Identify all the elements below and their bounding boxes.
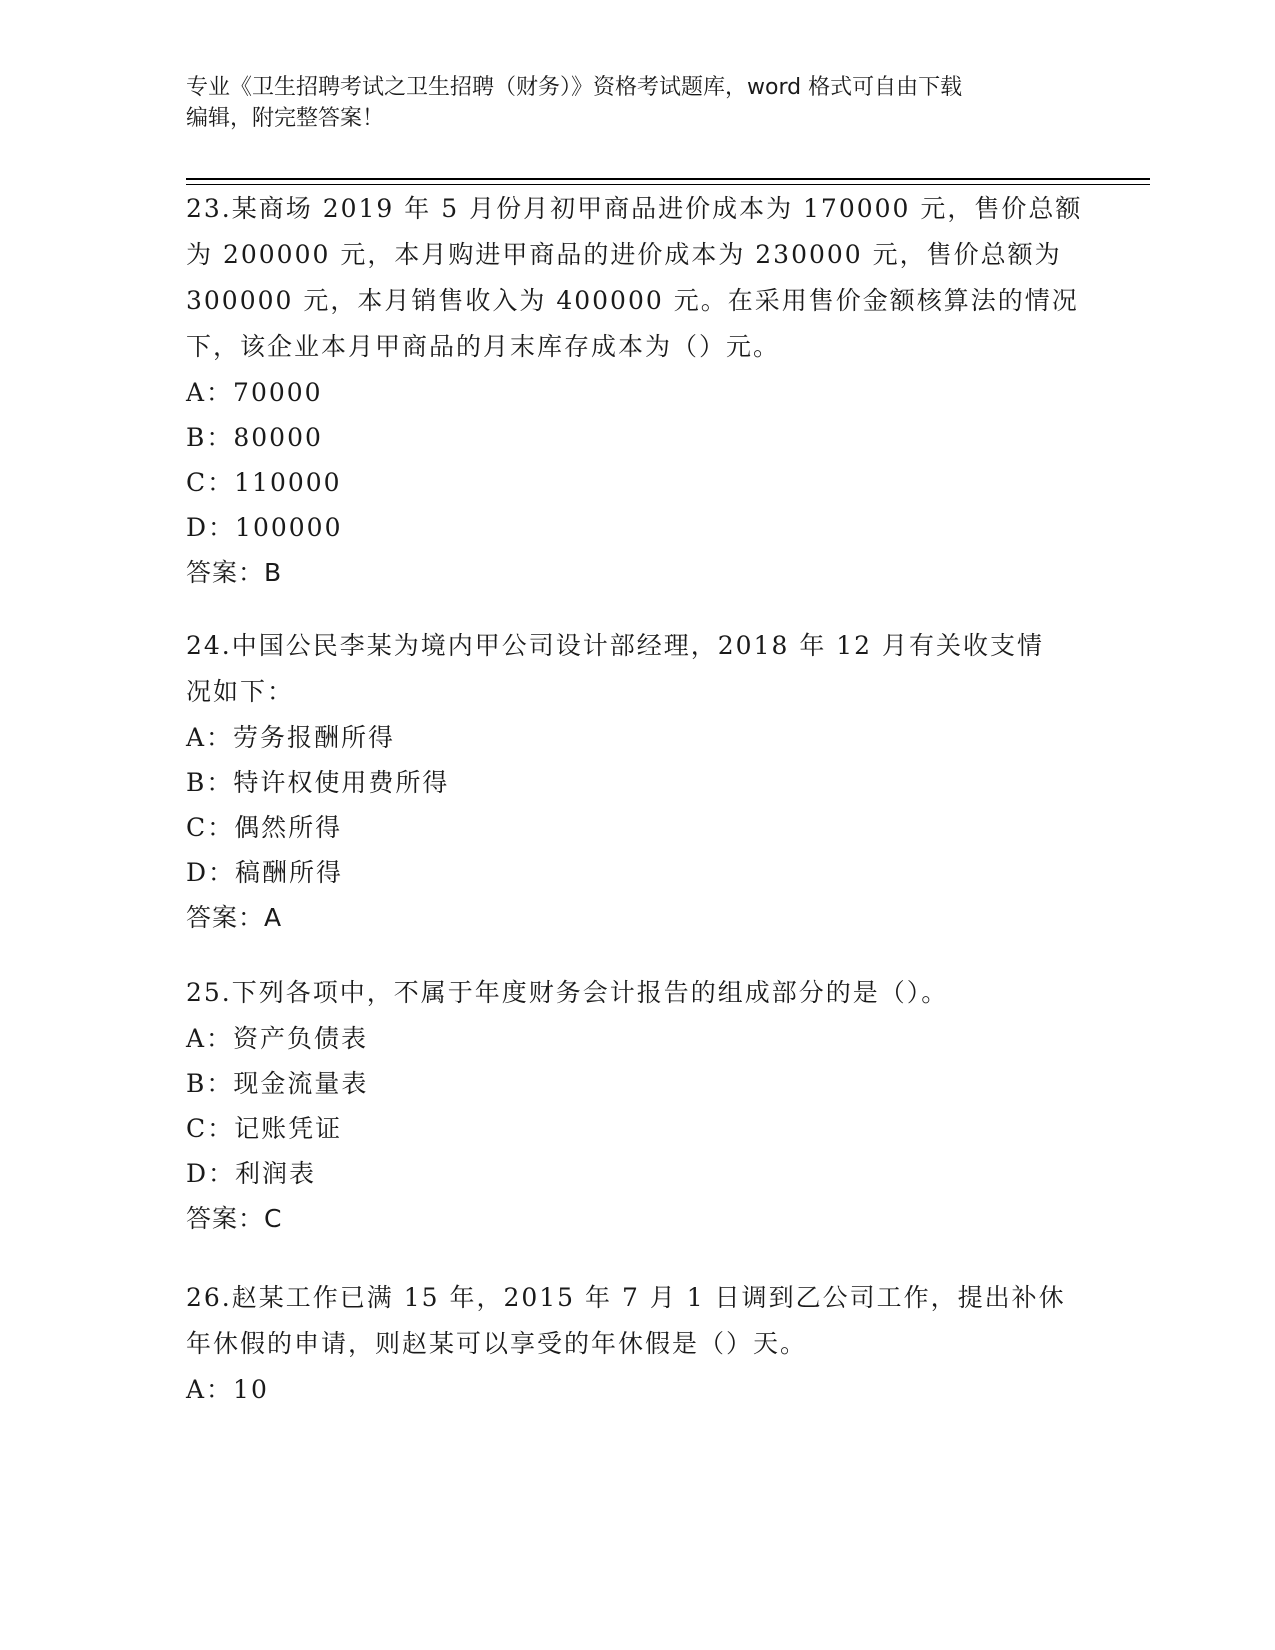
option-c: C：偶然所得 bbox=[186, 813, 343, 842]
document-header bbox=[186, 72, 1086, 134]
option-b: B：80000 bbox=[186, 423, 323, 452]
question-stem-line: 300000 元，本月销售收入为 400000 元。在采用售价金额核算法的情况 bbox=[186, 286, 1079, 315]
question-stem-line: 下，该企业本月甲商品的月末库存成本为（）元。 bbox=[186, 332, 781, 361]
question-25 bbox=[186, 970, 1086, 1242]
option-b: B：现金流量表 bbox=[186, 1069, 369, 1098]
option-c: C：110000 bbox=[186, 468, 342, 497]
option-d: D：稿酬所得 bbox=[186, 858, 344, 887]
option-a: A：70000 bbox=[186, 378, 323, 407]
question-stem-line: 23.某商场 2019 年 5 月份月初甲商品进价成本为 170000 元，售价总额 bbox=[186, 194, 1083, 223]
header-line-2: 编辑，附完整答案！ bbox=[186, 106, 385, 131]
question-stem-line: 25.下列各项中，不属于年度财务会计报告的组成部分的是（）。 bbox=[186, 978, 949, 1007]
option-d: D：100000 bbox=[186, 513, 343, 542]
question-stem-line: 24.中国公民李某为境内甲公司设计部经理，2018 年 12 月有关收支情 bbox=[186, 631, 1045, 660]
question-23 bbox=[186, 186, 1086, 596]
question-stem-line: 26.赵某工作已满 15 年，2015 年 7 月 1 日调到乙公司工作，提出补休 bbox=[186, 1283, 1066, 1312]
header-divider-thick bbox=[186, 178, 1150, 180]
question-stem-line: 况如下： bbox=[186, 677, 295, 706]
option-a: A：劳务报酬所得 bbox=[186, 723, 396, 752]
option-a: A：资产负债表 bbox=[186, 1024, 369, 1053]
question-24 bbox=[186, 623, 1086, 941]
option-b: B：特许权使用费所得 bbox=[186, 768, 450, 797]
header-line-1: 专业《卫生招聘考试之卫生招聘（财务）》资格考试题库，word 格式可自由下载 bbox=[186, 75, 963, 100]
option-a: A：10 bbox=[186, 1375, 269, 1404]
answer-line: 答案：C bbox=[186, 1204, 283, 1233]
question-stem-line: 为 200000 元，本月购进甲商品的进价成本为 230000 元，售价总额为 bbox=[186, 240, 1062, 269]
answer-line: 答案：B bbox=[186, 558, 283, 587]
option-c: C：记账凭证 bbox=[186, 1114, 343, 1143]
answer-line: 答案：A bbox=[186, 903, 283, 932]
option-d: D：利润表 bbox=[186, 1159, 317, 1188]
question-stem-line: 年休假的申请，则赵某可以享受的年休假是（）天。 bbox=[186, 1329, 808, 1358]
header-divider-thin bbox=[186, 184, 1150, 185]
question-26 bbox=[186, 1275, 1086, 1412]
